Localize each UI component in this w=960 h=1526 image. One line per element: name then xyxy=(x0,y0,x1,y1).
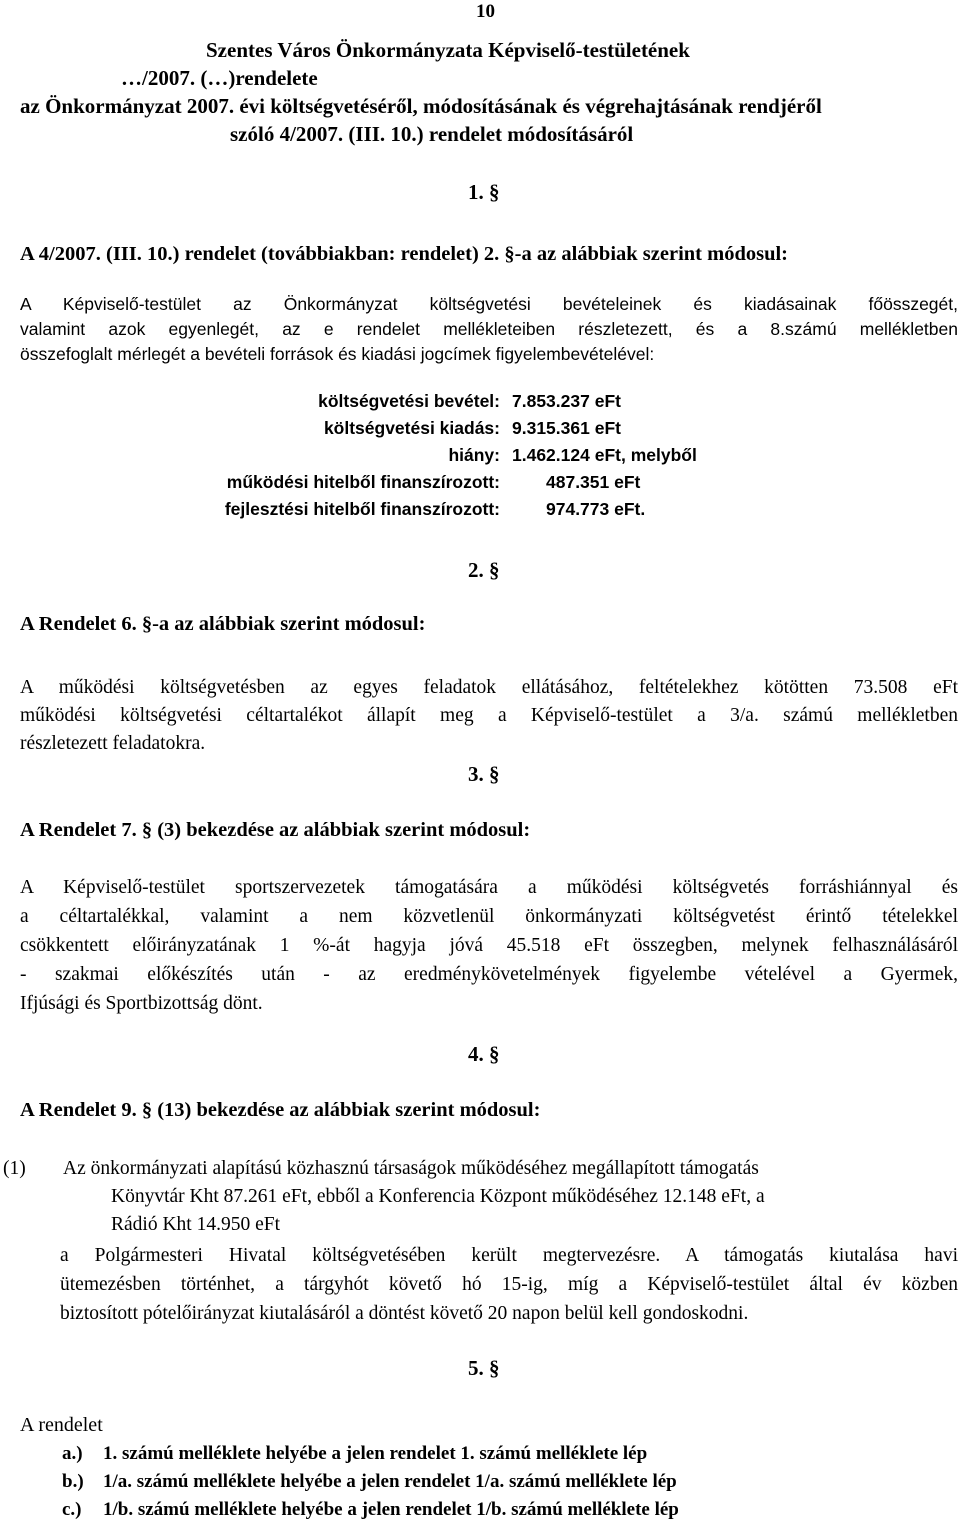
list-item-letter: c.) xyxy=(62,1499,82,1520)
list-item-letter: b.) xyxy=(62,1471,84,1492)
section-4-line-6: biztosított pótelőirányzat kiutalásáról a döntést követő 20 napon belül kell gondoskodni. xyxy=(60,1303,749,1324)
section-3-line-3: csökkentett előirányzatának 1 %-át hagyja jóvá 45.518 eFt összegben, melynek felhasználásáról xyxy=(20,935,958,956)
section-4-heading: 4. § xyxy=(468,1042,500,1066)
section-3-intro: A Rendelet 7. § (3) bekezdése az alábbiak szerint módosul: xyxy=(20,819,531,841)
section-4-paragraph xyxy=(60,1241,958,1328)
title-line-2: …/2007. (…)rendelete xyxy=(121,66,318,90)
section-4-item-number: (1) xyxy=(3,1158,26,1179)
section-2-intro: A Rendelet 6. §-a az alábbiak szerint módosul: xyxy=(20,613,426,635)
section-4-line-3: Rádió Kht 14.950 eFt xyxy=(111,1214,280,1235)
section-1-line-1: A Képviselő-testület az Önkormányzat költségvetési bevételeinek és kiadásainak főösszegét, xyxy=(20,294,958,314)
budget-label: fejlesztési hitelből finanszírozott: xyxy=(224,499,500,519)
budget-label: működési hitelből finanszírozott: xyxy=(226,472,500,492)
section-4-line-4: a Polgármesteri Hivatal költségvetésében került megtervezésre. A támogatás kiutalása havi xyxy=(60,1245,958,1266)
budget-value: 9.315.361 eFt xyxy=(512,418,621,438)
section-3-heading: 3. § xyxy=(468,762,500,786)
title-line-3: az Önkormányzat 2007. évi költségvetéséről, módosításának és végrehajtásának rendjéről xyxy=(20,94,822,118)
page-number: 10 xyxy=(476,1,495,22)
section-1-paragraph xyxy=(20,292,958,367)
section-2-line-1: A működési költségvetésben az egyes feladatok ellátásához, feltételekhez kötötten 73.508 eFt xyxy=(20,677,958,698)
section-4-intro: A Rendelet 9. § (13) bekezdése az alábbiak szerint módosul: xyxy=(20,1099,541,1121)
list-item-text: 1. számú melléklete helyébe a jelen rendelet 1. számú melléklete lép xyxy=(103,1443,648,1464)
section-2-paragraph xyxy=(20,674,958,758)
budget-label: hiány: xyxy=(448,445,500,465)
section-1-intro: A 4/2007. (III. 10.) rendelet (továbbiakban: rendelet) 2. §-a az alábbiak szerint módosul: xyxy=(20,243,789,265)
section-1-line-2: valamint azok egyenlegét, az e rendelet mellékleteiben részletezett, és a 8.számú mellékletben xyxy=(20,319,958,339)
budget-value: 487.351 eFt xyxy=(546,472,641,492)
title-line-4: szóló 4/2007. (III. 10.) rendelet módosításáról xyxy=(230,122,634,146)
section-4-line-2: Könyvtár Kht 87.261 eFt, ebből a Konferencia Központ működéséhez 12.148 eFt, a xyxy=(111,1186,765,1207)
budget-label: költségvetési bevétel: xyxy=(318,391,500,411)
budget-value: 1.462.124 eFt, melyből xyxy=(512,445,697,465)
section-4-line-5: ütemezésben történhet, a tárgyhót követő hó 15-ig, míg a Képviselő-testület által év közben xyxy=(60,1274,958,1295)
section-4-line-1: Az önkormányzati alapítású közhasznú társaságok működéséhez megállapított támogatás xyxy=(63,1158,759,1179)
section-3-line-4: - szakmai előkészítés után - az eredménykövetelmények figyelembe vételével a Gyermek, xyxy=(20,964,958,985)
section-2-line-3: részletezett feladatokra. xyxy=(20,733,206,754)
section-1-heading: 1. § xyxy=(468,180,500,204)
section-3-line-5: Ifjúsági és Sportbizottság dönt. xyxy=(20,993,263,1014)
section-3-line-1: A Képviselő-testület sportszervezetek támogatására a működési költségvetés forráshiánnyal és xyxy=(20,877,958,898)
section-2-line-2: működési költségvetési céltartalékot állapít meg a Képviselő-testület a 3/a. számú mellékletben xyxy=(20,705,958,726)
section-2-heading: 2. § xyxy=(468,558,500,582)
budget-value: 7.853.237 eFt xyxy=(512,391,621,411)
section-5-intro: A rendelet xyxy=(20,1414,103,1436)
section-3-paragraph xyxy=(20,873,958,1018)
section-3-line-2: a céltartalékkal, valamint a nem közvetlenül önkormányzati költségvetést érintő tételekkel xyxy=(20,906,958,927)
budget-value: 974.773 eFt. xyxy=(546,499,646,519)
section-1-line-3: összefoglalt mérlegét a bevételi források és kiadási jogcímek figyelembevételével: xyxy=(20,344,655,364)
title-line-1: Szentes Város Önkormányzata Képviselő-testületének xyxy=(206,38,690,62)
budget-label: költségvetési kiadás: xyxy=(323,418,500,438)
list-item-text: 1/b. számú melléklete helyébe a jelen rendelet 1/b. számú melléklete lép xyxy=(103,1499,679,1520)
list-item-letter: a.) xyxy=(62,1443,83,1464)
list-item-text: 1/a. számú melléklete helyébe a jelen rendelet 1/a. számú melléklete lép xyxy=(103,1471,677,1492)
section-5-heading: 5. § xyxy=(468,1356,500,1380)
